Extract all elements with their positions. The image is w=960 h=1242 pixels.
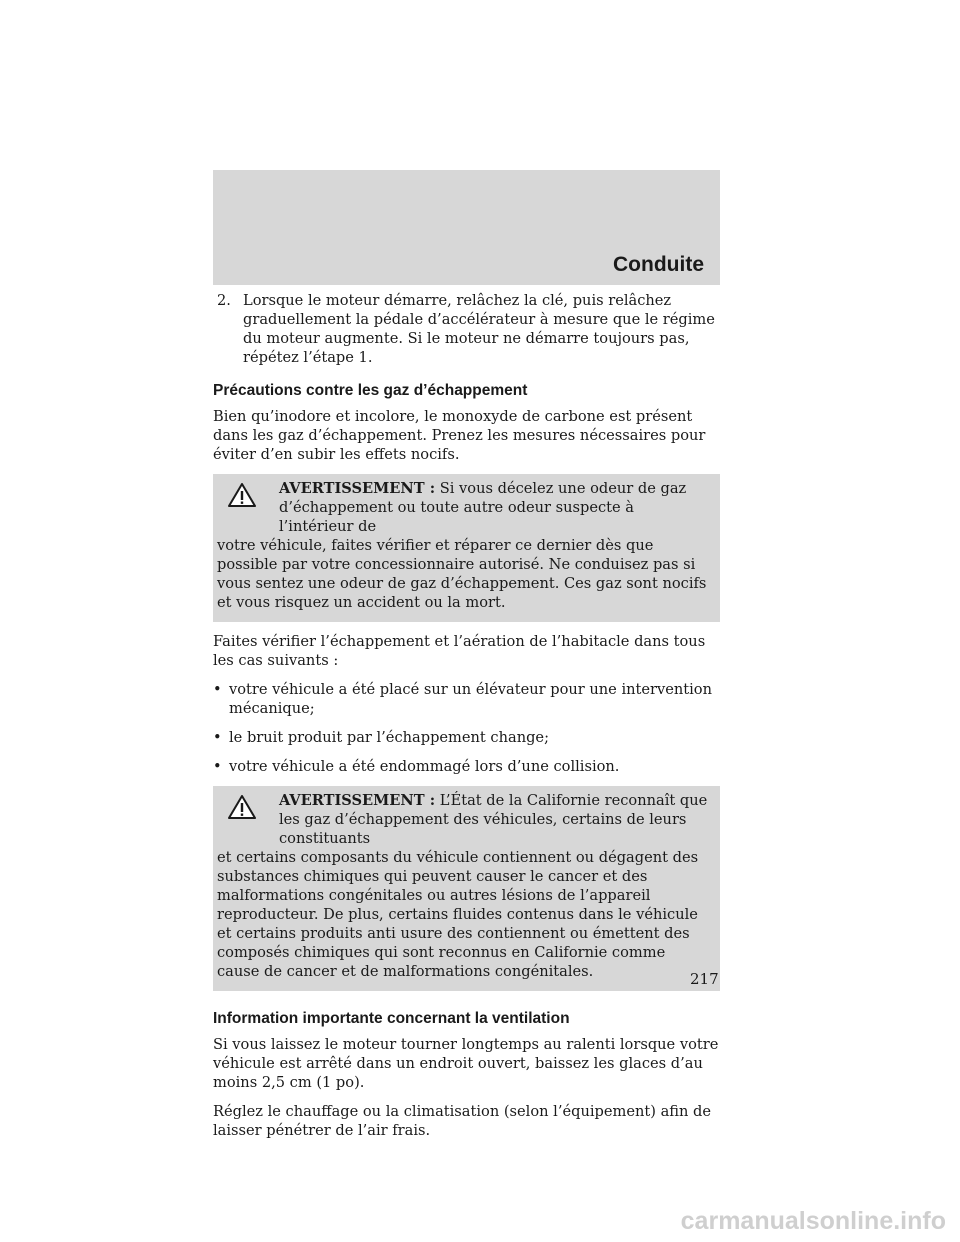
warning-box-california <box>213 786 720 991</box>
list-item <box>213 728 720 747</box>
list-item <box>213 680 720 718</box>
warning-text-start: Si vous décelez une odeur de gaz d’échappement ou toute autre odeur suspecte à l’intérieur de <box>279 480 687 535</box>
list-item-text: votre véhicule a été placé sur un élévateur pour une intervention mécanique; <box>229 681 712 717</box>
list-item <box>213 757 720 776</box>
warning-box-exhaust <box>213 474 720 622</box>
ventilation-para-1: Si vous laissez le moteur tourner longtemps au ralenti lorsque votre véhicule est arrêté dans un endroit ouvert, baissez les glaces d’au moins 2,5 cm (1 po). <box>213 1036 719 1091</box>
watermark-text: carmanualsonline.info <box>680 1207 946 1235</box>
list-item-text: votre véhicule a été endommagé lors d’une collision. <box>229 758 620 775</box>
page-number: 217 <box>690 970 719 988</box>
warning-text-start: L’État de la Californie reconnaît que les gaz d’échappement des véhicules, certains de leurs constituants <box>279 792 708 847</box>
bullet-icon: • <box>213 758 222 775</box>
warning-triangle-icon <box>227 482 257 508</box>
exhaust-intro: Bien qu’inodore et incolore, le monoxyde de carbone est présent dans les gaz d’échappement. Prenez les mesures nécessaires pour éviter d’en subir les effets nocifs. <box>213 408 706 463</box>
chapter-title: Conduite <box>613 253 704 276</box>
step-number: 2. <box>217 292 231 309</box>
warning-label: AVERTISSEMENT : <box>279 480 436 497</box>
list-item-text: le bruit produit par l’échappement change; <box>229 729 549 746</box>
check-list <box>213 680 720 776</box>
step-text: Lorsque le moteur démarre, relâchez la clé, puis relâchez graduellement la pédale d’accélérateur à mesure que le régime du moteur augmente. Si le moteur ne démarre toujours pas, répétez l’étape 1. <box>243 292 715 366</box>
bullet-icon: • <box>213 729 222 746</box>
step-2 <box>217 291 720 367</box>
warning-text-rest: votre véhicule, faites vérifier et réparer ce dernier dès que possible par votre concessionnaire autorisé. Ne conduisez pas si vous sentez une odeur de gaz d’échappement. Ces gaz sont nocifs et vous risquez un accident ou la mort. <box>217 537 707 611</box>
warning-triangle-icon <box>227 794 257 820</box>
page-content <box>213 291 720 1150</box>
bullet-icon: • <box>213 681 222 698</box>
warning-label: AVERTISSEMENT : <box>279 792 436 809</box>
exhaust-section-heading: Précautions contre les gaz d’échappement <box>213 382 528 399</box>
chapter-header-band <box>213 170 720 285</box>
warning-text-rest: et certains composants du véhicule contiennent ou dégagent des substances chimiques qui peuvent causer le cancer et des malformations congénitales ou autres lésions de l’appareil reproducteur. De plus, certains fluides contenus dans le véhicule et certains produits anti usure des contiennent ou émettent des composés chimiques qui sont reconnus en Californie comme cause de cancer et de malformations congénitales. <box>217 849 699 980</box>
check-intro: Faites vérifier l’échappement et l’aération de l’habitacle dans tous les cas suivants : <box>213 633 706 669</box>
ventilation-section-heading: Information importante concernant la ventilation <box>213 1010 570 1027</box>
ventilation-para-2: Réglez le chauffage ou la climatisation (selon l’équipement) afin de laisser pénétrer de l’air frais. <box>213 1103 712 1139</box>
